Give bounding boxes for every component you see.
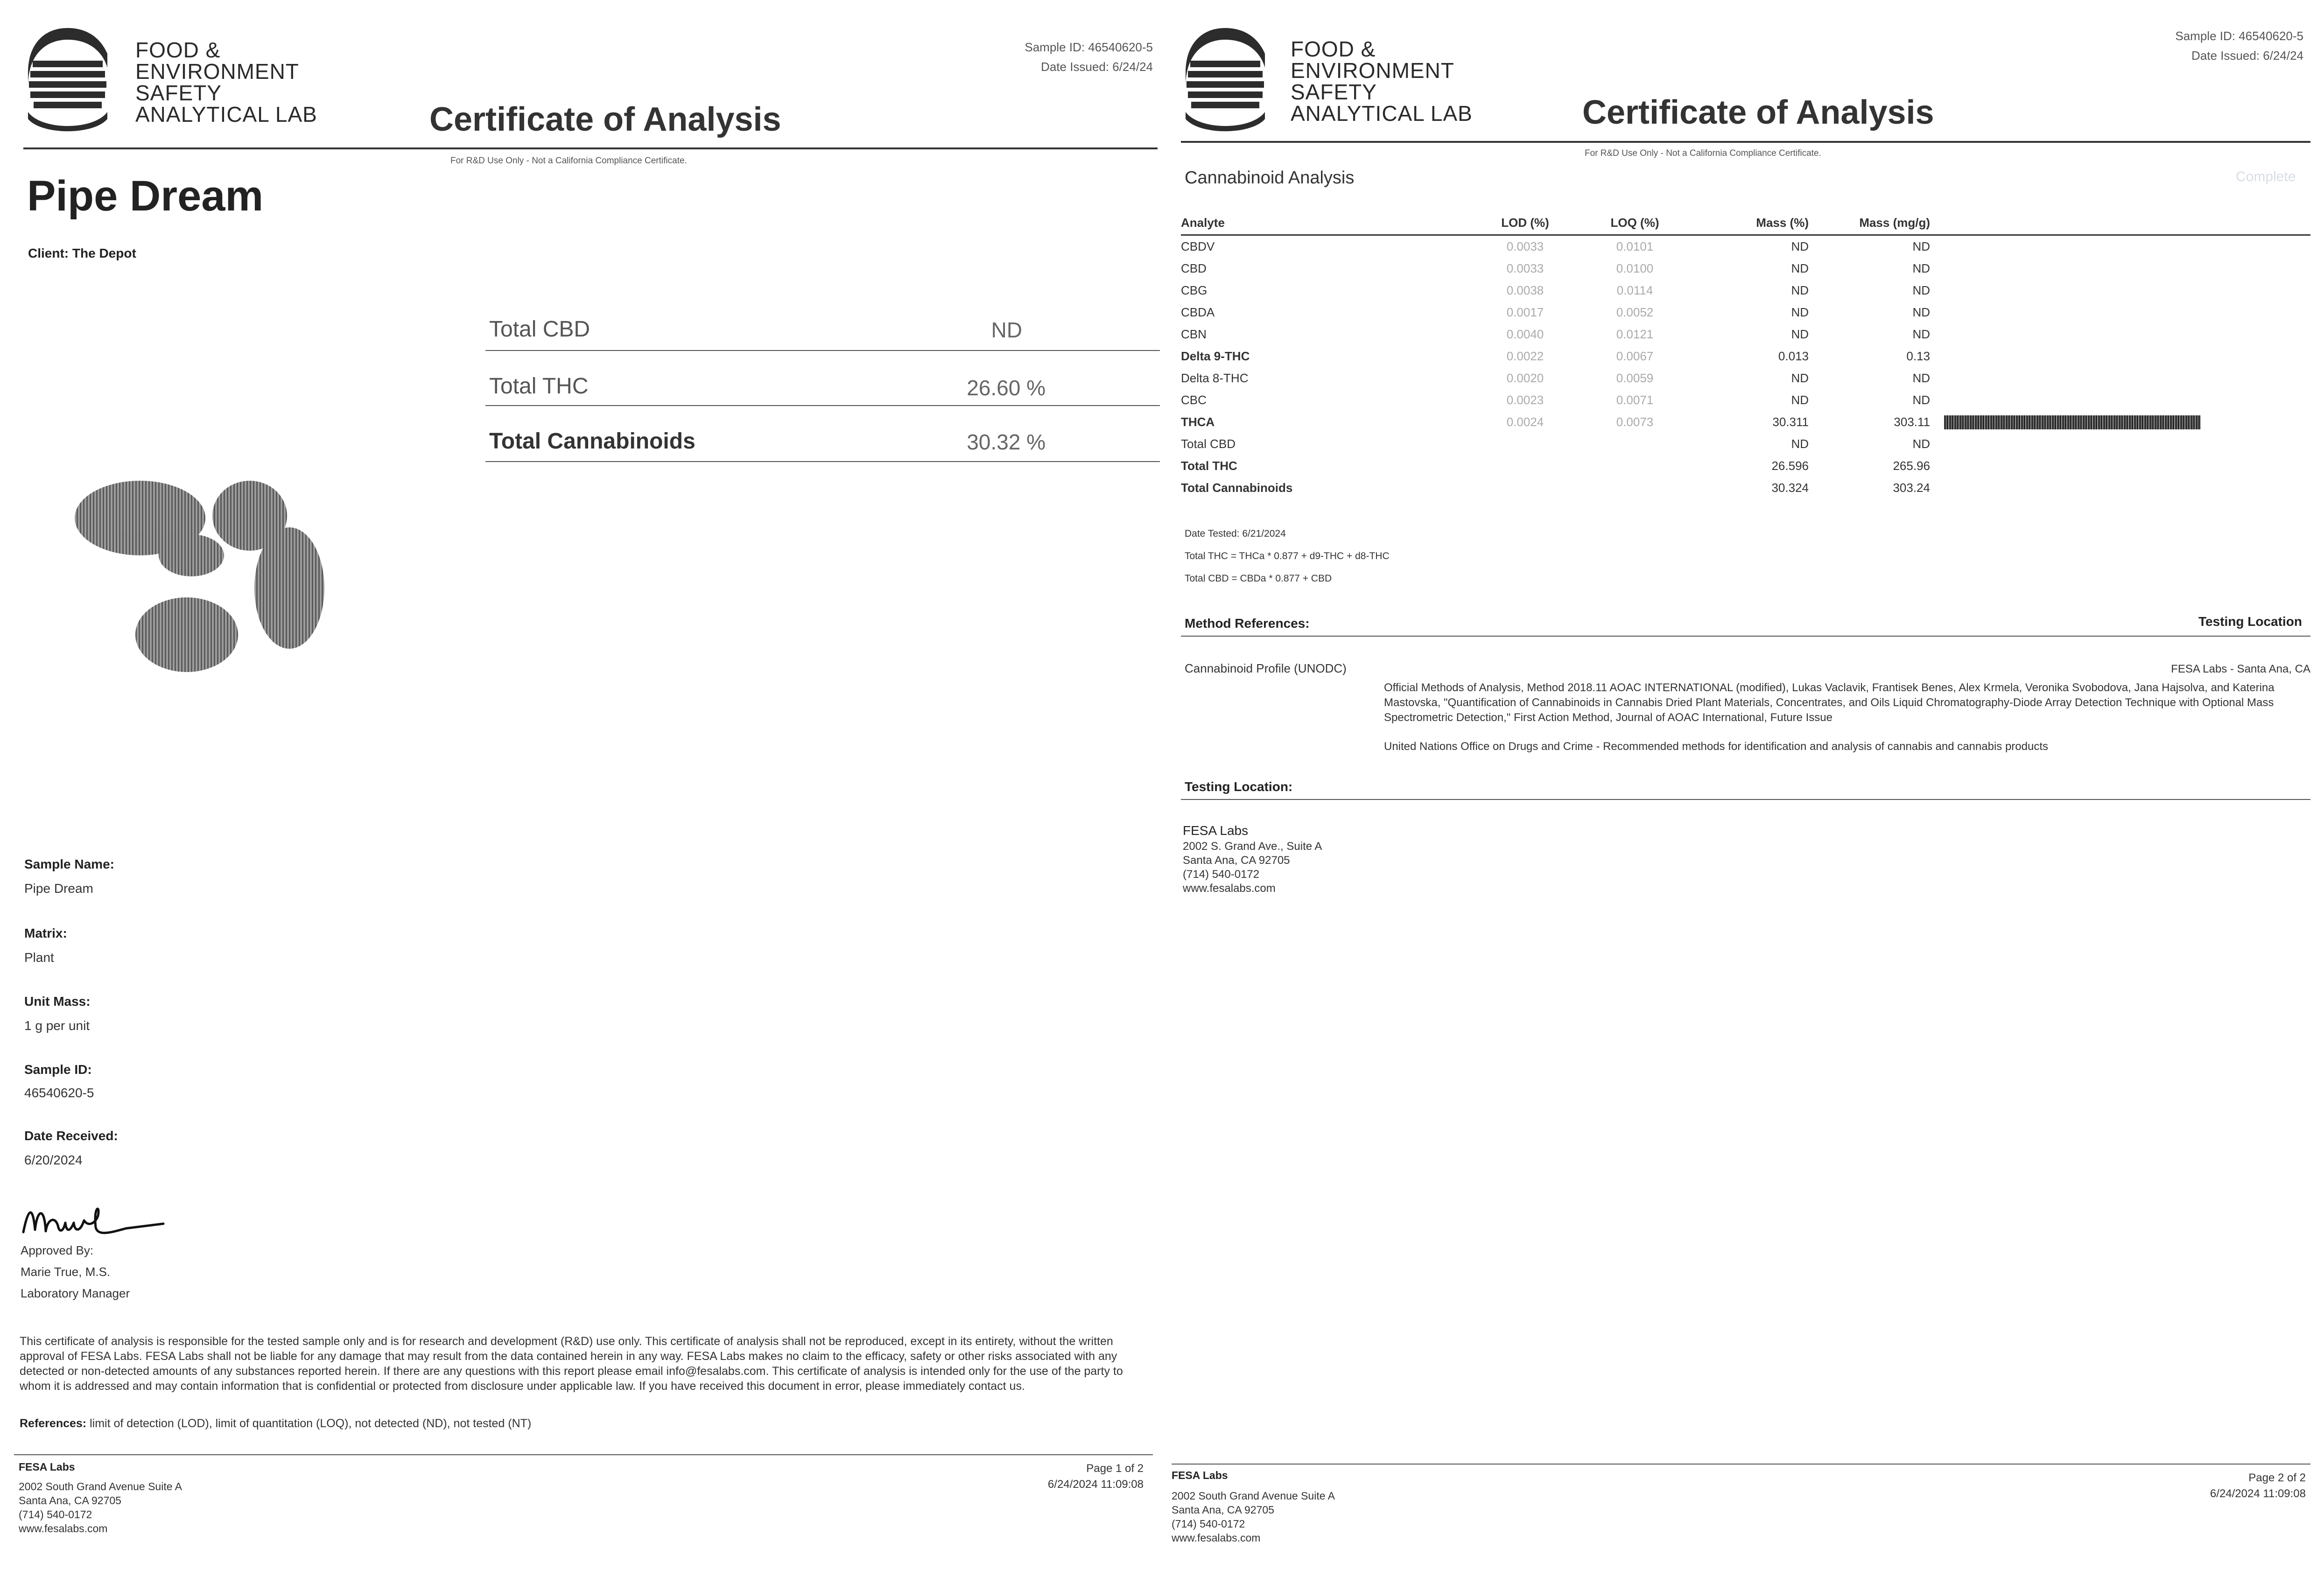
summary-label: Total Cannabinoids — [489, 429, 695, 454]
mass-mg-cell: 303.24 — [1893, 481, 1930, 495]
divider — [485, 405, 1160, 406]
bar-cell — [1930, 280, 2310, 301]
client-name: Client: The Depot — [28, 246, 136, 260]
analyte-cell: CBG — [1181, 283, 1208, 297]
loq-cell: 0.0073 — [1616, 415, 1654, 429]
lod-cell: 0.0023 — [1506, 393, 1544, 407]
testing-location-label: Testing Location: — [1185, 779, 1293, 794]
references-text: limit of detection (LOD), limit of quantitation (LOQ), not detected (ND), not tested (NT) — [86, 1417, 532, 1430]
footer-city: Santa Ana, CA 92705 — [1172, 1504, 1274, 1516]
table-row — [1181, 301, 2310, 323]
table-row — [1181, 258, 2310, 280]
loq-cell: 0.0059 — [1616, 371, 1654, 385]
disclaimer: This certificate of analysis is responsible for the tested sample only and is for research and development (R&D) use only. This certificate of analysis shall not be reproduced, except in its entirety, without the written approval of FESA Labs. FESA Labs shall not be liable for any damage that may result from the data contained herein in any way. FESA Labs makes no claim to the efficacy, safety or other risks associated with any detected or non-detected amounts of any substances reported herein. If there are any questions with this report please email info@fesalabs.com. This certificate of analysis is intended only for the use of the party to whom it is addressed and may contain information that is confidential or protected from disclosure under applicable law. If you have received this document in error, please immediately contact us. — [20, 1335, 1123, 1393]
field-label: Date Received: — [24, 1128, 118, 1143]
loq-cell: 0.0100 — [1616, 261, 1654, 275]
field-label: Matrix: — [24, 926, 67, 940]
footer-city: Santa Ana, CA 92705 — [19, 1494, 121, 1507]
mass-mg-cell: ND — [1912, 283, 1930, 297]
bar-cell — [1930, 301, 2310, 323]
formula-cbd: Total CBD = CBDa * 0.877 + CBD — [1185, 573, 1332, 584]
mass-mg-cell: ND — [1912, 437, 1930, 451]
analyte-cell: Total THC — [1181, 459, 1237, 473]
table-header — [1181, 214, 2310, 235]
summary-value: ND — [991, 318, 1022, 342]
mass-mg-cell: 265.96 — [1893, 459, 1930, 473]
lab-name: FOOD & ENVIRONMENT SAFETY ANALYTICAL LAB — [135, 38, 317, 126]
table-row — [1181, 389, 2310, 411]
lod-cell: 0.0038 — [1506, 283, 1544, 297]
mass-mg-cell: ND — [1912, 327, 1930, 341]
compliance-note: For R&D Use Only - Not a California Compliance Certificate. — [1585, 148, 1821, 158]
page-title: Certificate of Analysis — [1582, 94, 1934, 131]
thca-bar — [1944, 415, 2201, 429]
footer-address: 2002 South Grand Avenue Suite A — [19, 1480, 182, 1493]
summary-value: 30.32 % — [967, 430, 1046, 454]
bar-cell — [1930, 433, 2310, 455]
lod-cell: 0.0040 — [1506, 327, 1544, 341]
cannabinoid-table — [1181, 214, 2310, 499]
analyte-cell: CBC — [1181, 393, 1207, 407]
print-timestamp: 6/24/2024 11:09:08 — [2210, 1487, 2306, 1500]
table-row — [1181, 345, 2310, 367]
column-header: Analyte — [1181, 214, 1470, 235]
bar-cell — [1930, 455, 2310, 477]
table-row — [1181, 477, 2310, 499]
loq-cell: 0.0121 — [1616, 327, 1654, 341]
page-title: Certificate of Analysis — [429, 101, 781, 138]
approval-block — [21, 1240, 130, 1304]
mass-percent-cell: 30.324 — [1771, 481, 1809, 495]
analyte-cell: Delta 9-THC — [1181, 349, 1250, 363]
date-issued: Date Issued: 6/24/24 — [1041, 60, 1153, 74]
divider — [485, 461, 1160, 462]
testing-lab-address: 2002 S. Grand Ave., Suite A — [1183, 840, 1322, 853]
lab-name: FOOD & ENVIRONMENT SAFETY ANALYTICAL LAB — [1291, 37, 1473, 126]
lod-cell: 0.0033 — [1506, 239, 1544, 253]
mass-mg-cell: ND — [1912, 371, 1930, 385]
bar-cell — [1930, 477, 2310, 499]
bar-cell — [1930, 235, 2310, 258]
method-description: Official Methods of Analysis, Method 2018.11 AOAC INTERNATIONAL (modified), Lukas Vaclavik, Frantisek Benes, Alex Krmela, Veronika Svobodova, Jana Hajsolva, and Katerina Mastovska, "Quantification of Cannabinoids in Cannabis Dried Plant Materials, Concentrates, and Oils Liquid Chromatography-Diode Array Detection Technique with Optional Mass Spectrometric Detection," First Action Method, Journal of AOAC International, Future Issue — [1384, 681, 2275, 724]
table-row — [1181, 367, 2310, 389]
loq-cell — [1580, 433, 1690, 455]
header-meta — [2049, 26, 2303, 65]
field-label: Unit Mass: — [24, 994, 91, 1009]
approver-title: Laboratory Manager — [21, 1286, 130, 1300]
formula-thc: Total THC = THCa * 0.877 + d9-THC + d8-THC — [1185, 551, 1390, 561]
mass-percent-cell: 26.596 — [1771, 459, 1809, 473]
analyte-cell: Total CBD — [1181, 437, 1236, 451]
lab-logo — [23, 26, 112, 133]
method-references-label: Method References: — [1185, 616, 1310, 631]
testing-lab-name: FESA Labs — [1183, 823, 1249, 838]
mass-mg-cell: ND — [1912, 305, 1930, 319]
lod-cell: 0.0024 — [1506, 415, 1544, 429]
table-row — [1181, 455, 2310, 477]
mass-percent-cell: 30.311 — [1772, 415, 1809, 429]
analyte-cell: CBD — [1181, 261, 1207, 275]
page-number: Page 1 of 2 — [1086, 1462, 1144, 1475]
lod-cell: 0.0033 — [1506, 261, 1544, 275]
field-label: Sample Name: — [24, 857, 114, 871]
status-badge: Complete — [2236, 169, 2296, 184]
divider — [485, 350, 1160, 351]
footer-phone: (714) 540-0172 — [19, 1508, 92, 1521]
footer-lab-name: FESA Labs — [1172, 1469, 1228, 1481]
mass-percent-cell: ND — [1791, 327, 1809, 341]
bar-cell — [1930, 367, 2310, 389]
section-title: Cannabinoid Analysis — [1185, 168, 1355, 188]
loq-cell — [1580, 477, 1690, 499]
mass-percent-cell: ND — [1791, 437, 1809, 451]
column-header: Mass (%) — [1690, 214, 1809, 235]
page-number: Page 2 of 2 — [2248, 1472, 2306, 1484]
analyte-cell: THCA — [1181, 415, 1215, 429]
footer-page-info — [934, 1461, 1144, 1493]
testing-location-header: Testing Location — [2198, 614, 2302, 629]
bar-cell — [1930, 345, 2310, 367]
analyte-cell: CBDA — [1181, 305, 1215, 319]
product-name: Pipe Dream — [27, 172, 264, 220]
method-name: Cannabinoid Profile (UNODC) — [1185, 661, 1347, 675]
date-tested: Date Tested: 6/21/2024 — [1185, 528, 1286, 539]
loq-cell: 0.0071 — [1616, 393, 1654, 407]
mass-percent-cell: ND — [1791, 393, 1809, 407]
summary-label: Total CBD — [489, 317, 590, 342]
column-header — [1930, 214, 2310, 235]
lab-logo — [1181, 26, 1270, 133]
mass-mg-cell: ND — [1912, 393, 1930, 407]
lod-cell: 0.0017 — [1506, 305, 1544, 319]
sample-id: Sample ID: 46540620-5 — [1025, 40, 1153, 54]
mass-percent-cell: ND — [1791, 261, 1809, 275]
divider — [1181, 636, 2310, 637]
mass-percent-cell: ND — [1791, 305, 1809, 319]
footer-address: 2002 South Grand Avenue Suite A — [1172, 1490, 1335, 1502]
footer-website: www.fesalabs.com — [19, 1522, 108, 1535]
header-meta — [887, 37, 1153, 77]
summary-label: Total THC — [489, 374, 589, 399]
footer-phone: (714) 540-0172 — [1172, 1518, 1245, 1530]
field-label: Sample ID: — [24, 1062, 92, 1077]
header-rule — [23, 147, 1158, 149]
method-description: United Nations Office on Drugs and Crime - Recommended methods for identification and analysis of cannabis and cannabis products — [1384, 740, 2048, 753]
bar-cell — [1930, 389, 2310, 411]
mass-percent-cell: ND — [1791, 283, 1809, 297]
compliance-note: For R&D Use Only - Not a California Compliance Certificate. — [450, 156, 687, 166]
footer-rule — [14, 1454, 1153, 1455]
references — [20, 1417, 531, 1430]
analyte-cell: Total Cannabinoids — [1181, 481, 1293, 495]
testing-lab-phone: (714) 540-0172 — [1183, 868, 1260, 881]
analyte-cell: CBDV — [1181, 239, 1215, 253]
method-location: FESA Labs - Santa Ana, CA — [2171, 663, 2310, 675]
lod-cell — [1470, 455, 1580, 477]
footer-rule — [1172, 1464, 2310, 1465]
footer-website: www.fesalabs.com — [1172, 1532, 1261, 1544]
column-header: LOD (%) — [1470, 214, 1580, 235]
field-value: Pipe Dream — [24, 881, 93, 896]
field-value: 46540620-5 — [24, 1086, 94, 1100]
mass-mg-cell: 303.11 — [1894, 415, 1930, 429]
divider — [1181, 799, 2310, 800]
bar-cell — [1930, 411, 2310, 433]
approver-name: Marie True, M.S. — [21, 1265, 111, 1279]
analyte-cell: Delta 8-THC — [1181, 371, 1249, 385]
footer-lab-name: FESA Labs — [19, 1461, 75, 1473]
loq-cell: 0.0114 — [1616, 283, 1653, 297]
testing-lab-city: Santa Ana, CA 92705 — [1183, 854, 1290, 867]
references-label: References: — [20, 1417, 87, 1430]
table-row — [1181, 433, 2310, 455]
table-row — [1181, 235, 2310, 258]
header-rule — [1181, 141, 2310, 143]
summary-value: 26.60 % — [967, 376, 1046, 400]
loq-cell: 0.0067 — [1616, 349, 1654, 363]
loq-cell — [1580, 455, 1690, 477]
coa-page-2 — [1162, 0, 2324, 1570]
date-issued: Date Issued: 6/24/24 — [2191, 49, 2303, 63]
analyte-cell: CBN — [1181, 327, 1207, 341]
loq-cell: 0.0052 — [1616, 305, 1654, 319]
column-header: LOQ (%) — [1580, 214, 1690, 235]
table-row — [1181, 280, 2310, 301]
approved-by-label: Approved By: — [21, 1243, 94, 1257]
bar-cell — [1930, 258, 2310, 280]
field-value: 1 g per unit — [24, 1018, 90, 1033]
mass-percent-cell: ND — [1791, 239, 1809, 253]
lod-cell: 0.0022 — [1506, 349, 1544, 363]
loq-cell: 0.0101 — [1616, 239, 1654, 253]
mass-mg-cell: ND — [1912, 261, 1930, 275]
mass-mg-cell: ND — [1912, 239, 1930, 253]
signature — [19, 1195, 168, 1246]
print-timestamp: 6/24/2024 11:09:08 — [1047, 1478, 1144, 1491]
mass-mg-cell: 0.13 — [1906, 349, 1930, 363]
mass-percent-cell: ND — [1791, 371, 1809, 385]
footer-page-info — [2096, 1470, 2306, 1502]
table-row — [1181, 411, 2310, 433]
mass-percent-cell: 0.013 — [1778, 349, 1809, 363]
testing-lab-website: www.fesalabs.com — [1183, 882, 1276, 895]
table-row — [1181, 323, 2310, 345]
lod-cell: 0.0020 — [1506, 371, 1544, 385]
sample-id: Sample ID: 46540620-5 — [2175, 29, 2303, 43]
bar-cell — [1930, 323, 2310, 345]
lod-cell — [1470, 477, 1580, 499]
analysis-notes — [1185, 523, 1390, 590]
field-value: Plant — [24, 950, 54, 965]
lod-cell — [1470, 433, 1580, 455]
column-header: Mass (mg/g) — [1809, 214, 1930, 235]
field-value: 6/20/2024 — [24, 1153, 83, 1167]
sample-photo — [70, 467, 350, 691]
